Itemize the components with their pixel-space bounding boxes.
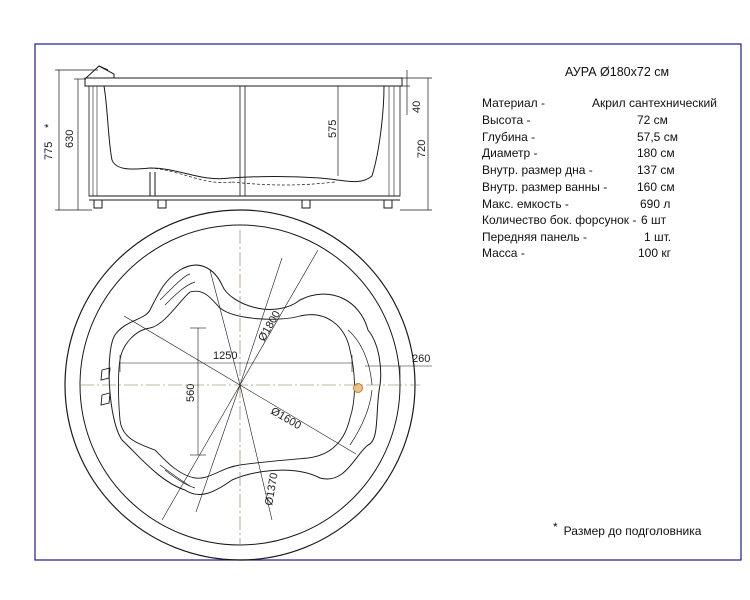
spec-value: 690 л xyxy=(640,197,671,211)
spec-value: 137 см xyxy=(637,163,675,177)
sheet-frame xyxy=(35,44,741,560)
dim-260: 260 xyxy=(412,353,431,365)
spec-value: 180 см xyxy=(637,146,675,160)
spec-value: 72 см xyxy=(637,113,668,127)
dim-560: 560 xyxy=(185,383,197,402)
spec-label: Внутр. размер ванны - xyxy=(482,180,608,194)
side-foot xyxy=(302,200,310,208)
side-foot xyxy=(384,200,392,208)
dim-775: 775 xyxy=(43,141,55,160)
side-apron xyxy=(89,86,400,196)
side-view xyxy=(85,66,402,208)
product-title: АУРА Ø180х72 см xyxy=(565,65,670,79)
dim-1600: Ø1600 xyxy=(268,405,304,433)
spec-label: Количество бок. форсунок - xyxy=(482,213,637,227)
dim-1800: Ø1800 xyxy=(256,308,284,344)
spec-label: Масса - xyxy=(482,246,525,260)
dim-575: 575 xyxy=(327,119,339,138)
footnote-marker: * xyxy=(553,520,558,534)
dim-1370: Ø1370 xyxy=(263,471,281,507)
dim-720: 720 xyxy=(416,139,428,158)
footnote-text: Размер до подголовника xyxy=(563,524,702,538)
dim-40: 40 xyxy=(411,100,423,113)
dim-630: 630 xyxy=(64,129,76,148)
spec-value: 6 шт xyxy=(641,213,667,227)
dim-775-asterisk: * xyxy=(43,123,55,128)
spec-label: Материал - xyxy=(482,96,545,110)
spec-label: Диаметр - xyxy=(482,146,538,160)
side-foot xyxy=(94,200,102,208)
side-shell xyxy=(104,86,384,182)
side-headrest xyxy=(86,66,114,78)
spec-value: 1 шт. xyxy=(644,230,672,244)
spec-value: 100 кг xyxy=(638,246,671,260)
spec-value: 160 см xyxy=(637,180,675,194)
spec-value: 57,5 см xyxy=(637,130,678,144)
bathtub-seat-outline xyxy=(109,265,381,494)
spec-label: Внутр. размер дна - xyxy=(482,163,593,177)
dim-1250: 1250 xyxy=(213,350,238,362)
spec-value: Акрил сантехнический xyxy=(592,96,717,110)
spec-label: Передняя панель - xyxy=(482,230,587,244)
footnote xyxy=(553,520,702,538)
spec-label: Глубина - xyxy=(482,130,536,144)
spec-label: Высота - xyxy=(482,113,531,127)
side-rim xyxy=(85,78,402,86)
spec-label: Макс. емкость - xyxy=(482,197,569,211)
side-foot xyxy=(158,200,166,208)
side-view-dimensions xyxy=(55,70,432,210)
jet-icon xyxy=(101,393,110,405)
